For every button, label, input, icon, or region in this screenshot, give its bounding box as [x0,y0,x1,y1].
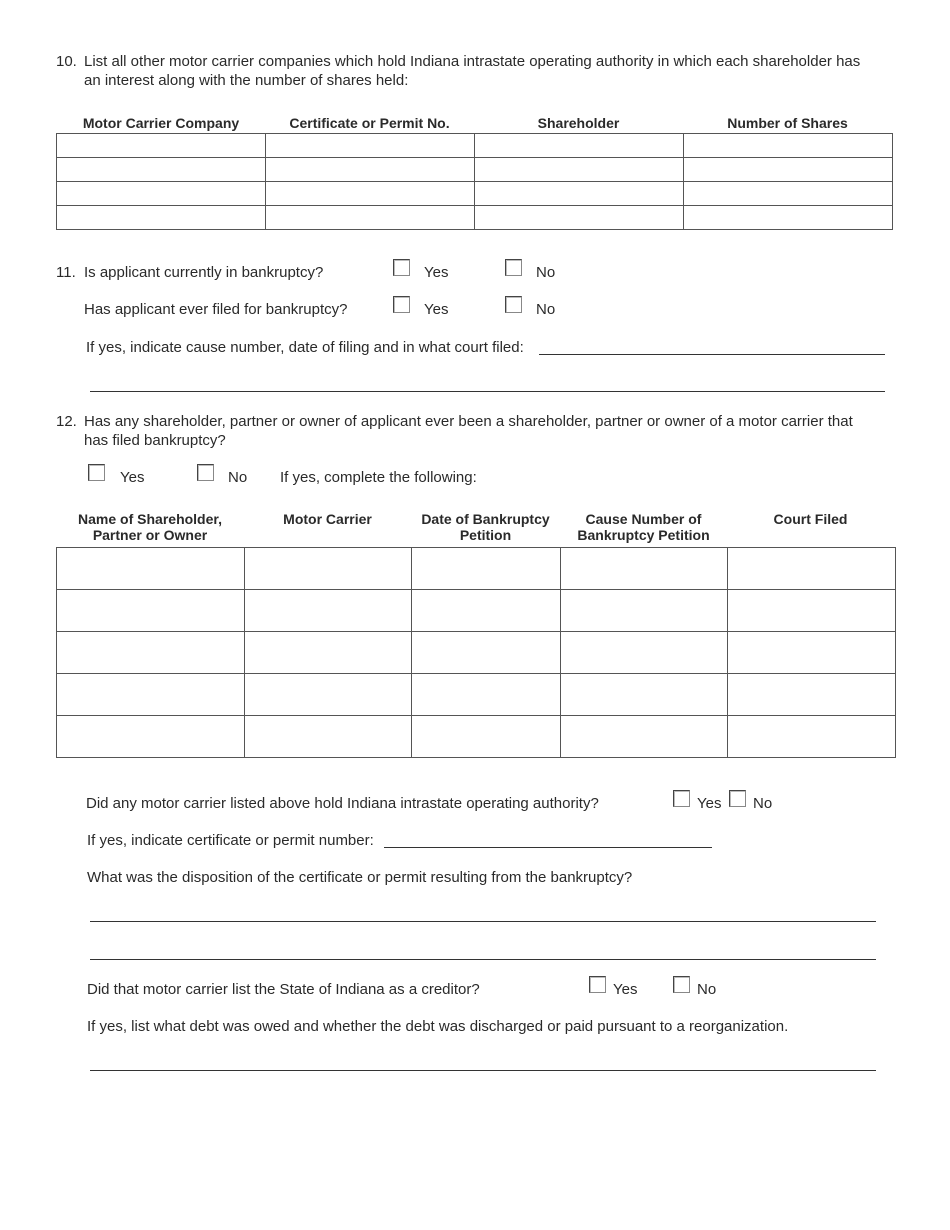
table-cell[interactable] [412,590,561,632]
table-cell[interactable] [412,674,561,716]
q10-table [56,133,893,230]
table-cell[interactable] [57,716,245,758]
q11-current-no-checkbox[interactable] [505,259,522,276]
table-cell[interactable] [561,590,728,632]
q12-disposition-question: What was the disposition of the certificate or permit resulting from the bankruptcy? [87,869,633,886]
table-row [57,134,893,158]
q12-col-cause-number: Cause Number of Bankruptcy Petition [577,511,710,543]
q12-creditor-yes-label: Yes [613,981,638,998]
q11-ever-yes-label: Yes [424,301,449,318]
q11-ever-no-label: No [536,301,556,318]
table-cell[interactable] [57,548,245,590]
q12-yes-label: Yes [120,469,145,486]
table-cell[interactable] [266,206,475,230]
table-row [57,182,893,206]
table-cell[interactable] [475,182,684,206]
table-cell[interactable] [728,632,896,674]
table-row [57,548,896,590]
q11-if-yes-prompt: If yes, indicate cause number, date of filing and in what court filed: [86,339,524,356]
table-cell[interactable] [728,716,896,758]
table-cell[interactable] [684,206,893,230]
q12-authority-no-checkbox[interactable] [729,790,746,807]
table-cell[interactable] [57,182,266,206]
table-row [57,632,896,674]
table-cell[interactable] [245,590,412,632]
q11-number: 11. [56,264,76,281]
table-cell[interactable] [57,632,245,674]
table-cell[interactable] [57,134,266,158]
q11-current-no-label: No [536,264,556,281]
q12-authority-yes-label: Yes [697,795,722,812]
q11-cause-number-line[interactable] [539,354,885,355]
q12-debt-line[interactable] [90,1070,876,1071]
q12-debt-prompt: If yes, list what debt was owed and whether the debt was discharged or paid pursuant to a reorganization. [87,1018,789,1035]
table-cell[interactable] [412,548,561,590]
table-cell[interactable] [57,206,266,230]
table-cell[interactable] [245,632,412,674]
q11-ever-yes-checkbox[interactable] [393,296,410,313]
q12-yes-checkbox[interactable] [88,464,105,481]
table-cell[interactable] [57,590,245,632]
table-cell[interactable] [475,158,684,182]
table-cell[interactable] [245,716,412,758]
q12-no-checkbox[interactable] [197,464,214,481]
q12-text-line2: has filed bankruptcy? [84,432,226,449]
table-cell[interactable] [728,590,896,632]
table-cell[interactable] [684,182,893,206]
table-cell[interactable] [475,134,684,158]
table-cell[interactable] [57,674,245,716]
table-cell[interactable] [412,716,561,758]
table-cell[interactable] [728,674,896,716]
q12-col-date-of-bankruptcy: Date of Bankruptcy Petition [421,511,550,543]
table-cell[interactable] [245,548,412,590]
q12-permit-number-line[interactable] [384,847,712,848]
q12-col-motor-carrier: Motor Carrier [283,511,372,527]
q12-table [56,547,896,758]
table-cell[interactable] [684,134,893,158]
q10-text-line2: an interest along with the number of shares held: [84,72,409,89]
table-cell[interactable] [561,548,728,590]
q10-col-shareholder: Shareholder [537,115,620,131]
table-row [57,590,896,632]
q10-col-certificate-permit: Certificate or Permit No. [289,115,450,131]
table-cell[interactable] [728,548,896,590]
q12-authority-yes-checkbox[interactable] [673,790,690,807]
q12-col-court-filed: Court Filed [773,511,848,527]
q12-text-line1: Has any shareholder, partner or owner of applicant ever been a shareholder, partner or owner of a motor carrier that [84,413,853,430]
q10-col-number-of-shares: Number of Shares [727,115,848,131]
q11-question-current-bankruptcy: Is applicant currently in bankruptcy? [84,264,324,281]
q12-disposition-line-1[interactable] [90,921,876,922]
q12-no-label: No [228,469,248,486]
table-row [57,206,893,230]
table-cell[interactable] [266,134,475,158]
q12-creditor-no-label: No [697,981,717,998]
table-row [57,674,896,716]
q12-if-yes-prompt: If yes, complete the following: [280,469,477,486]
table-row [57,716,896,758]
table-cell[interactable] [57,158,266,182]
q12-disposition-line-2[interactable] [90,959,876,960]
q11-ever-no-checkbox[interactable] [505,296,522,313]
q10-number: 10. [56,53,77,70]
table-cell[interactable] [561,674,728,716]
q10-text-line1: List all other motor carrier companies which hold Indiana intrastate operating authority in which each shareholder has [84,53,861,70]
q12-col-name-of-shareholder: Name of Shareholder, Partner or Owner [78,511,222,543]
q12-number: 12. [56,413,77,430]
table-cell[interactable] [266,158,475,182]
q12-permit-prompt: If yes, indicate certificate or permit number: [87,832,374,849]
table-cell[interactable] [475,206,684,230]
table-cell[interactable] [412,632,561,674]
q11-question-ever-filed: Has applicant ever filed for bankruptcy? [84,301,348,318]
q11-current-yes-checkbox[interactable] [393,259,410,276]
q12-authority-question: Did any motor carrier listed above hold Indiana intrastate operating authority? [86,795,599,812]
q12-creditor-question: Did that motor carrier list the State of Indiana as a creditor? [87,981,480,998]
q11-answer-line[interactable] [90,391,885,392]
table-cell[interactable] [245,674,412,716]
table-cell[interactable] [684,158,893,182]
q12-authority-no-label: No [753,795,773,812]
q10-col-motor-carrier-company: Motor Carrier Company [82,115,240,131]
q12-creditor-yes-checkbox[interactable] [589,976,606,993]
table-cell[interactable] [561,632,728,674]
table-cell[interactable] [266,182,475,206]
table-cell[interactable] [561,716,728,758]
table-row [57,158,893,182]
q12-creditor-no-checkbox[interactable] [673,976,690,993]
q11-current-yes-label: Yes [424,264,449,281]
